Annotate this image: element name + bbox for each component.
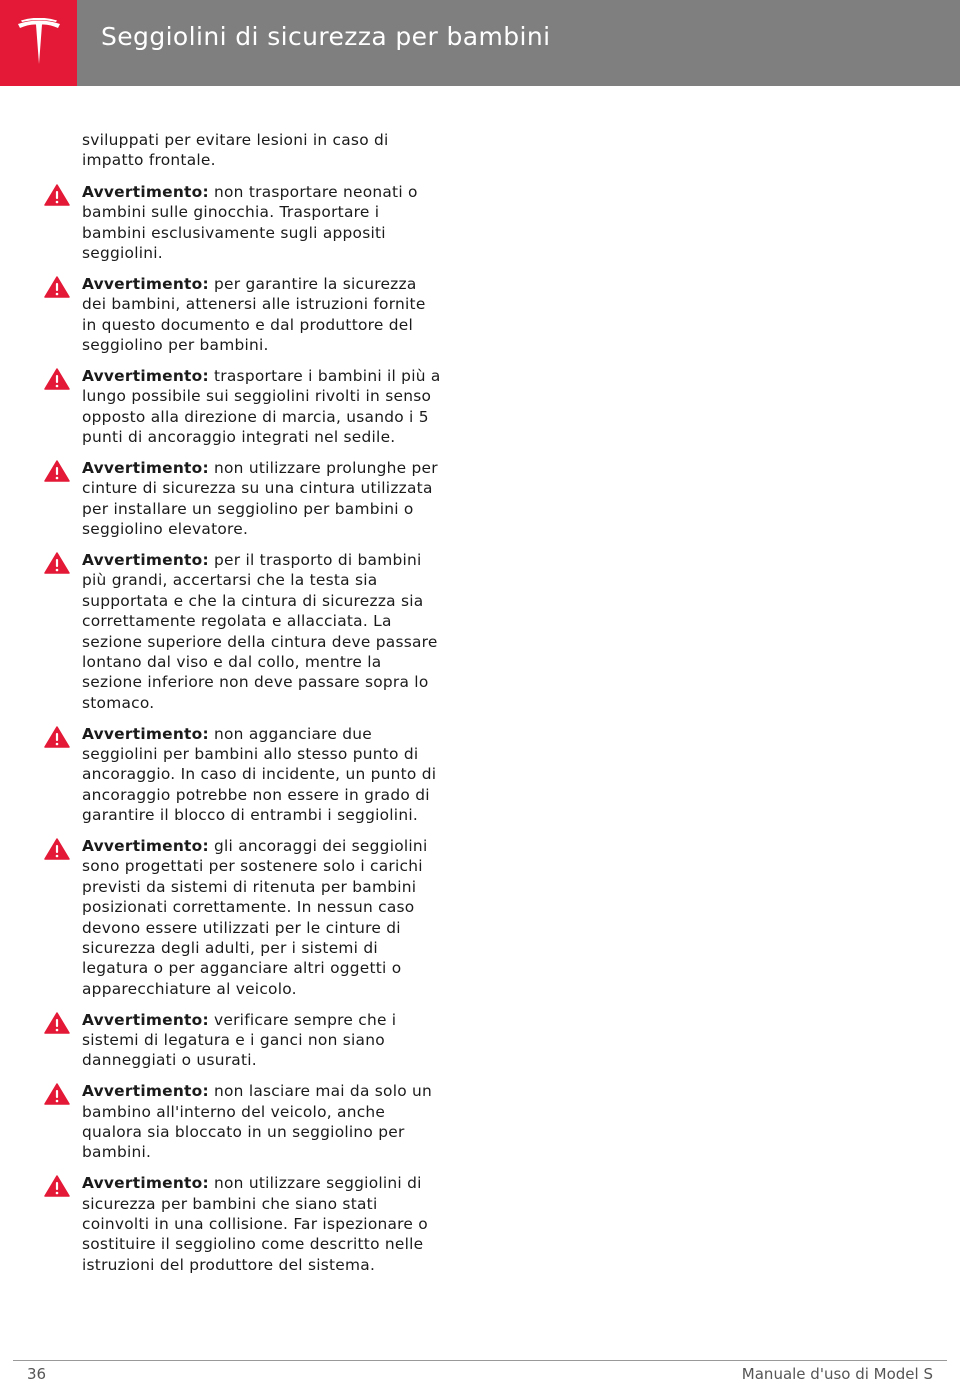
page-title: Seggiolini di sicurezza per bambini [101, 22, 551, 51]
warning-triangle-icon [44, 460, 70, 482]
warning-body: per il trasporto di bambini più grandi, accertarsi che la testa sia supportata e che la cintura di sicurezza sia correttamente regolata e allacciata. La sezione superiore della cintura deve passare lontano dal viso e dal collo, mentre la sezione inferiore non deve passare sopra lo stomaco. [82, 550, 438, 712]
warning-text [82, 182, 442, 264]
warning-body: non trasportare neonati o bambini sulle ginocchia. Trasportare i bambini esclusivamente sugli appositi seggiolini. [82, 182, 418, 263]
tesla-logo-icon [16, 18, 62, 68]
warning-label: Avvertimento: [82, 724, 209, 743]
warning-triangle-icon [44, 838, 70, 860]
warning-triangle-icon [44, 1175, 70, 1197]
warning-body: non utilizzare prolunghe per cinture di sicurezza su una cintura utilizzata per installare un seggiolino per bambini o seggiolino elevatore. [82, 458, 438, 539]
warning-text [82, 836, 442, 999]
warning-label: Avvertimento: [82, 366, 209, 385]
page-header [0, 0, 960, 86]
warning-text [82, 550, 442, 713]
warning-body: verificare sempre che i sistemi di legatura e i ganci non siano danneggiati o usurati. [82, 1010, 397, 1070]
warning-label: Avvertimento: [82, 458, 209, 477]
footer-divider [13, 1360, 947, 1361]
warning-item [82, 182, 442, 264]
warning-triangle-icon [44, 552, 70, 574]
warning-item [82, 550, 442, 713]
warning-text [82, 724, 442, 826]
warning-triangle-icon [44, 1083, 70, 1105]
warning-item [82, 724, 442, 826]
warning-body: non agganciare due seggiolini per bambini allo stesso punto di ancoraggio. In caso di incidente, un punto di ancoraggio potrebbe non essere in grado di garantire il blocco di entrambi i seggiolini. [82, 724, 437, 825]
warning-label: Avvertimento: [82, 1010, 209, 1029]
warning-triangle-icon [44, 726, 70, 748]
warning-item [82, 1010, 442, 1071]
page-number: 36 [27, 1365, 47, 1383]
document-body [82, 130, 442, 1286]
warning-body: gli ancoraggi dei seggiolini sono progettati per sostenere solo i carichi previsti da sistemi di ritenuta per bambini posizionati correttamente. In nessun caso devono essere utilizzati per le cinture di sicurezza degli adulti, per i sistemi di legatura o per agganciare altri oggetti o apparecchiature al veicolo. [82, 836, 428, 998]
warning-text [82, 274, 442, 356]
warning-triangle-icon [44, 368, 70, 390]
warning-triangle-icon [44, 1012, 70, 1034]
warning-text [82, 366, 442, 448]
warning-text [82, 1173, 442, 1275]
warning-label: Avvertimento: [82, 274, 209, 293]
intro-paragraph: sviluppati per evitare lesioni in caso di impatto frontale. [82, 131, 389, 170]
warning-item [82, 1173, 442, 1275]
warning-body: non lasciare mai da solo un bambino all'interno del veicolo, anche qualora sia bloccato in un seggiolino per bambini. [82, 1082, 433, 1162]
warning-item [82, 1081, 442, 1163]
warning-text [82, 458, 442, 540]
warning-body: per garantire la sicurezza dei bambini, attenersi alle istruzioni fornite in questo documento e dal produttore del seggiolino per bambini. [82, 274, 426, 355]
warning-text [82, 1081, 442, 1163]
warning-item [82, 366, 442, 448]
warning-item [82, 836, 442, 999]
warning-triangle-icon [44, 184, 70, 206]
warning-body: trasportare i bambini il più a lungo possibile sui seggiolini rivolti in senso opposto alla direzione di marcia, usando i 5 punti di ancoraggio integrati nel sedile. [82, 366, 441, 447]
warning-triangle-icon [44, 276, 70, 298]
warning-label: Avvertimento: [82, 182, 209, 201]
warning-label: Avvertimento: [82, 1082, 209, 1101]
warning-label: Avvertimento: [82, 1174, 209, 1193]
warning-item [82, 274, 442, 356]
warning-text [82, 1010, 442, 1071]
warning-item [82, 458, 442, 540]
warning-body: non utilizzare seggiolini di sicurezza per bambini che siano stati coinvolti in una collisione. Far ispezionare o sostituire il seggiolino come descritto nelle istruzioni del produttore del sistema. [82, 1174, 428, 1274]
warning-label: Avvertimento: [82, 550, 209, 569]
tesla-logo [0, 0, 77, 86]
manual-title: Manuale d'uso di Model S [741, 1365, 933, 1383]
warning-label: Avvertimento: [82, 836, 209, 855]
